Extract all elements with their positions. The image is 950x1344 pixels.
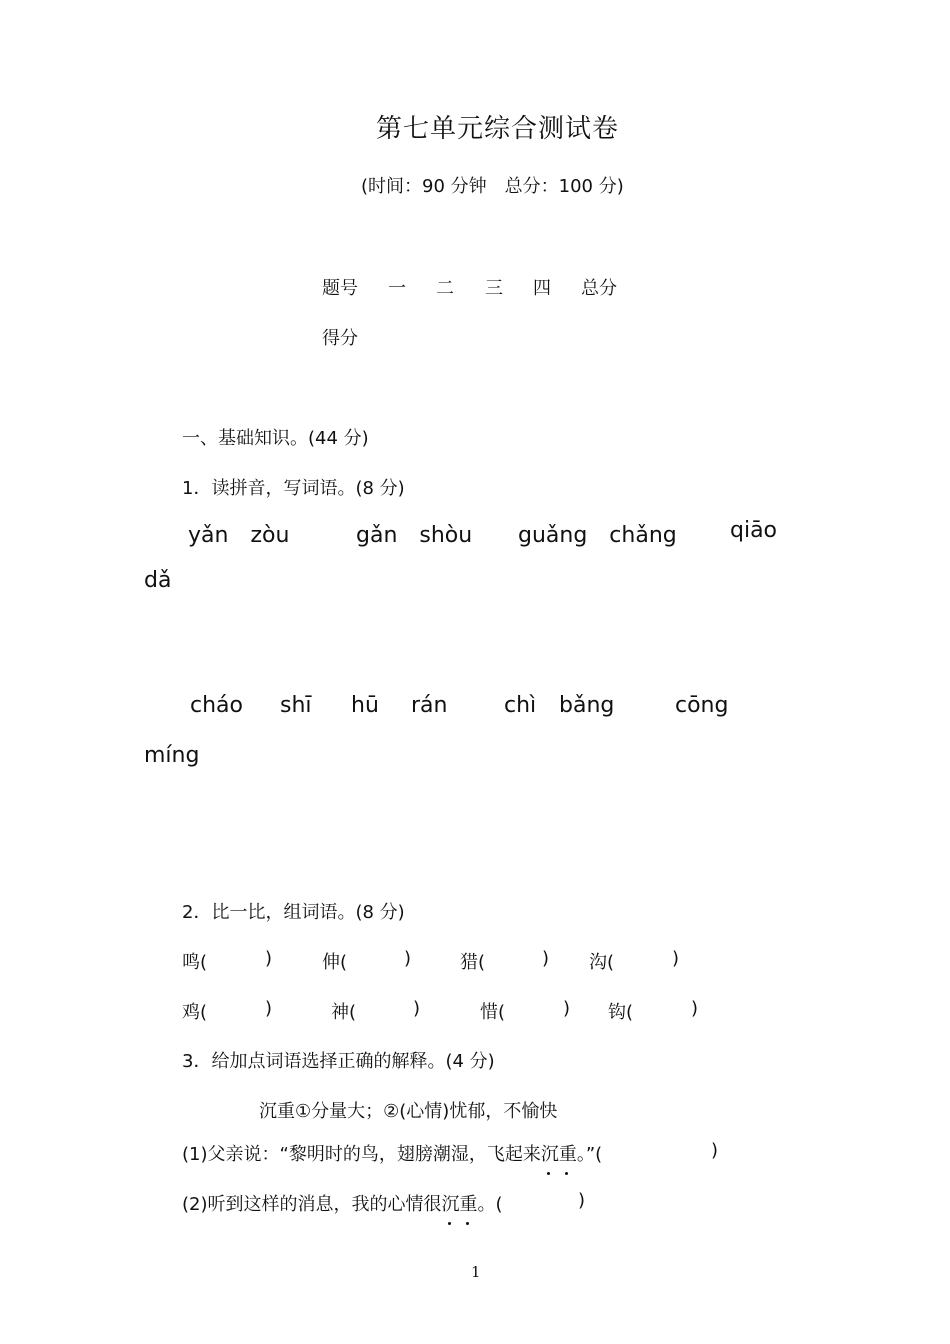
score-row-label: 得分 <box>322 328 358 349</box>
question-3-label: 3．给加点词语选择正确的解释。(4 分) <box>182 1051 495 1072</box>
pinyin-5a: cháo <box>190 693 243 718</box>
compare-close: ) <box>691 998 699 1019</box>
score-header-col4: 四 <box>533 278 551 299</box>
compare-close: ) <box>404 948 412 969</box>
page-title: 第七单元综合测试卷 <box>376 114 620 144</box>
pinyin-5b: shī <box>280 693 312 718</box>
compare-close: ) <box>413 998 421 1019</box>
pinyin-6a: hū <box>351 693 379 718</box>
dotted-word <box>541 1140 577 1166</box>
pinyin-3: guǎng chǎng <box>518 523 677 548</box>
page-number: 1 <box>471 1263 481 1281</box>
pinyin-7a: chì <box>504 693 537 718</box>
exam-info: (时间：90 分钟 总分：100 分) <box>361 176 624 197</box>
question-2-label: 2．比一比，组词语。(8 分) <box>182 902 405 923</box>
sentence-2 <box>182 1190 503 1216</box>
sentence-1 <box>182 1140 602 1166</box>
answer-close: ) <box>711 1140 719 1161</box>
pinyin-7b: bǎng <box>559 693 615 718</box>
score-header-col1: 一 <box>388 278 406 299</box>
sentence-1-prefix: (1)父亲说：“黎明时的鸟，翅膀潮湿，飞起来 <box>182 1144 541 1165</box>
compare-item: 鸡( <box>182 1002 208 1023</box>
section-heading: 一、基础知识。(44 分) <box>182 428 369 449</box>
emphasis-dot <box>565 1172 568 1175</box>
score-header-col2: 二 <box>436 278 454 299</box>
compare-item: 伸( <box>322 952 348 973</box>
compare-item: 惜( <box>480 1002 506 1023</box>
compare-close: ) <box>265 998 273 1019</box>
compare-item: 钩( <box>608 1002 634 1023</box>
pinyin-8a: cōng <box>675 693 729 718</box>
sentence-2-prefix: (2)听到这样的消息，我的心情很 <box>182 1194 442 1215</box>
compare-item: 沟( <box>589 952 615 973</box>
pinyin-2: gǎn shòu <box>356 523 473 548</box>
score-header-total: 总分 <box>581 278 617 299</box>
compare-close: ) <box>542 948 550 969</box>
pinyin-4b: dǎ <box>144 568 172 593</box>
compare-item: 猎( <box>460 952 486 973</box>
compare-item: 鸣( <box>182 952 208 973</box>
score-header-col3: 三 <box>485 278 503 299</box>
pinyin-6b: rán <box>411 693 448 718</box>
answer-close: ) <box>578 1190 586 1211</box>
emphasis-dot <box>448 1222 451 1225</box>
dotted-word-text: 沉重 <box>540 1144 577 1165</box>
compare-item: 神( <box>331 1002 357 1023</box>
pinyin-4a: qiāo <box>730 518 778 543</box>
sentence-1-suffix: 。”( <box>576 1144 603 1165</box>
emphasis-dot <box>547 1172 550 1175</box>
score-header-label: 题号 <box>322 278 358 299</box>
pinyin-1: yǎn zòu <box>188 523 290 548</box>
pinyin-8b: míng <box>144 743 200 768</box>
sentence-2-suffix: 。( <box>477 1194 503 1215</box>
compare-close: ) <box>672 948 680 969</box>
compare-close: ) <box>265 948 273 969</box>
question-1-label: 1．读拼音，写词语。(8 分) <box>182 478 405 499</box>
dotted-word-text: 沉重 <box>441 1194 478 1215</box>
dotted-word <box>442 1190 478 1216</box>
compare-close: ) <box>563 998 571 1019</box>
emphasis-dot <box>466 1222 469 1225</box>
definition-text: 沉重①分量大；②(心情)忧郁，不愉快 <box>259 1101 558 1122</box>
